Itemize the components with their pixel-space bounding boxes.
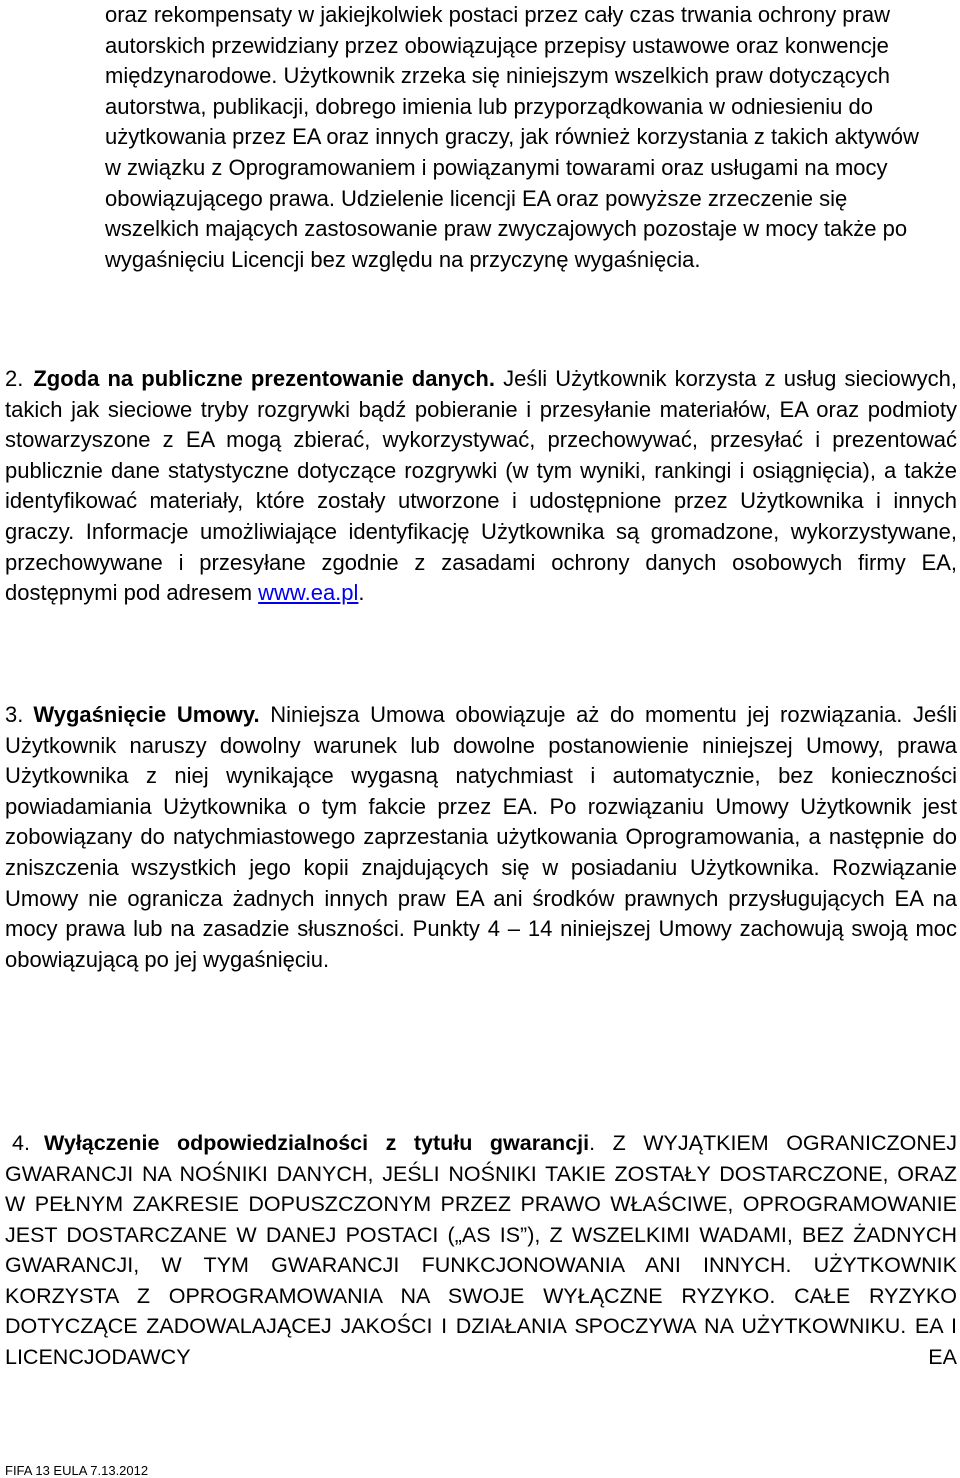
section-2-number: 2. [5,366,24,391]
section-2-title: Zgoda na publiczne prezentowanie danych. [33,366,495,391]
intro-paragraph [105,0,920,275]
section-2-end: . [358,580,365,606]
section-3-number: 3. [5,702,24,727]
section-2 [5,364,957,609]
section-4-body: . Z WYJĄTKIEM OGRANICZONEJ GWARANCJI NA NOŚNIKI DANYCH, JEŚLI NOŚNIKI TAKIE ZOSTAŁY DOSTARCZONE, ORAZ W PEŁNYM ZAKRESIE DOPUSZCZONYM PRZEZ PRAWO WŁAŚCIWE, OPROGRAMOWANIE JEST DOSTARCZANE W DANEJ POSTACI („AS IS”), Z WSZELKIMI WADAMI, BEZ ŻADNYCH GWARANCJI, W TYM GWARANCJI FUNKCJONOWANIA ANI INNYCH. UŻYTKOWNIK KORZYSTA Z OPROGRAMOWANIA NA SWOJE WYŁĄCZNE RYZYKO. CAŁE RYZYKO DOTYCZĄCE ZADOWALAJĄCEJ JAKOŚCI I DZIAŁANIA SPOCZYWA NA UŻYTKOWNIKU. EA I LICENCJODAWCY EA [5,1131,958,1369]
ea-website-link[interactable]: www.ea.pl [258,580,359,606]
section-3-title: Wygaśnięcie Umowy. [33,702,260,727]
section-4-number: 4. [12,1131,30,1155]
intro-text: oraz rekompensaty w jakiejkolwiek postaci przez cały czas trwania ochrony praw autorskich przewidziany przez obowiązujące przepisy ustawowe oraz konwencje międzynarodowe. Użytkownik zrzeka się niniejszym wszelkich praw dotyczących autorstwa, publikacji, dobrego imienia lub przyporządkowania w odniesieniu do użytkowania przez EA oraz innych graczy, jak również korzystania z takich aktywów w związku z Oprogramowaniem i powiązanymi towarami oraz usługami na mocy obowiązującego prawa. Udzielenie licencji EA oraz powyższe zrzeczenie się wszelkich mających zastosowanie praw zwyczajowych pozostaje w mocy także po wygaśnięciu Licencji bez względu na przyczynę wygaśnięcia. [105,2,919,272]
section-2-body: Jeśli Użytkownik korzysta z usług sieciowych, takich jak sieciowe tryby rozgrywki bądź pobieranie i przesyłanie materiałów, EA oraz podmioty stowarzyszone z EA mogą zbierać, wykorzystywać, przechowywać, przesyłać i prezentować publicznie dane statystyczne dotyczące rozgrywki (w tym wyniki, rankingi i osiągnięcia), a także identyfikować materiały, które zostały utworzone i udostępnione przez Użytkownika i innych graczy. Informacje umożliwiające identyfikację Użytkownika są gromadzone, wykorzystywane, przechowywane i przesyłane zgodnie z zasadami ochrony danych osobowych firmy EA, dostępnymi pod adresem [5,366,957,606]
section-4 [5,1128,957,1372]
footer-text: FIFA 13 EULA 7.13.2012 [5,1463,149,1478]
section-4-title: Wyłączenie odpowiedzialności z tytułu gwarancji [43,1131,590,1155]
section-3 [5,700,957,975]
section-3-body: Niniejsza Umowa obowiązuje aż do momentu jej rozwiązania. Jeśli Użytkownik naruszy dowolny warunek lub dowolne postanowienie niniejszej Umowy, prawa Użytkownika z niej wynikające wygasną natychmiast i automatycznie, bez konieczności powiadamiania Użytkownika o tym fakcie przez EA. Po rozwiązaniu Umowy Użytkownik jest zobowiązany do natychmiastowego zaprzestania użytkowania Oprogramowania, a następnie do zniszczenia wszystkich jego kopii znajdujących się w posiadaniu Użytkownika. Rozwiązanie Umowy nie ogranicza żadnych innych praw EA ani środków prawnych przysługujących EA na mocy prawa lub na zasadzie słuszności. Punkty 4 – 14 niniejszej Umowy zachowują swoją moc obowiązującą po jej wygaśnięciu. [5,702,957,972]
page-footer [5,1464,148,1478]
